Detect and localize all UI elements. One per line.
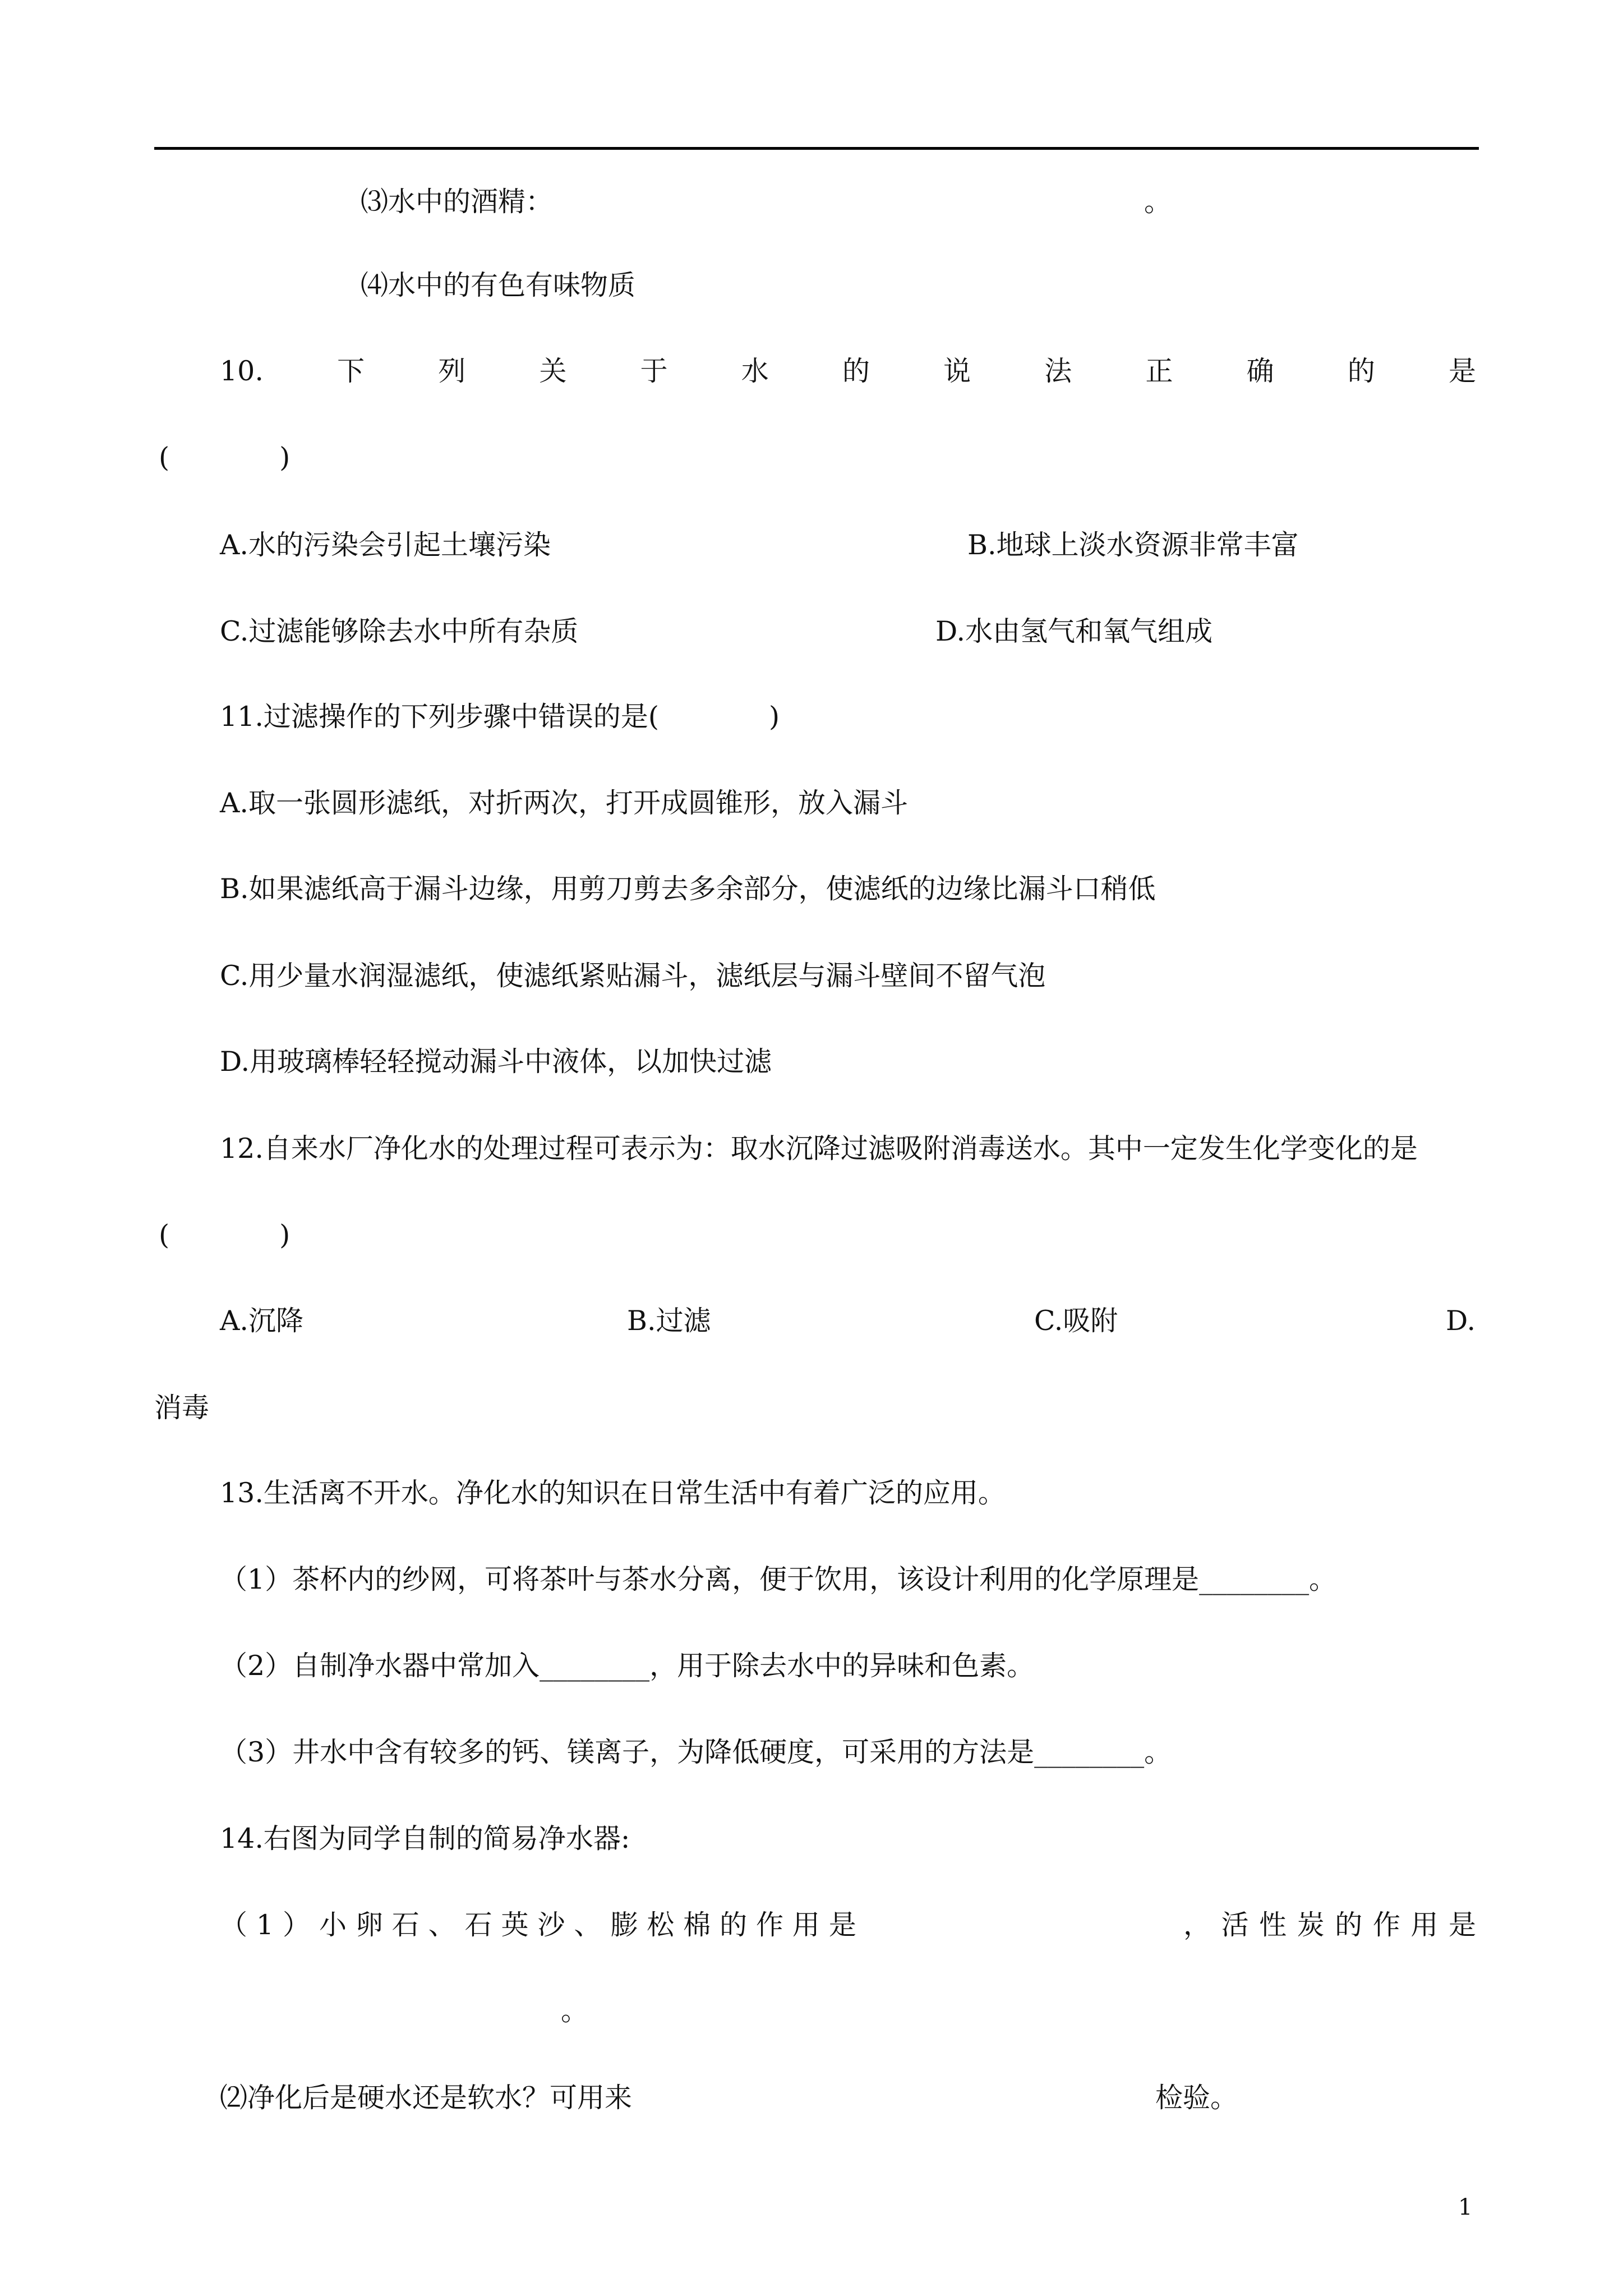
q14-sub1-comma-char: 是 xyxy=(1448,1909,1476,1941)
q14-sub1-end: 。 xyxy=(561,1995,589,2027)
q10-stem-char: 的 xyxy=(842,355,870,387)
q12-option-a: A.沉降 xyxy=(220,1305,303,1337)
q14-sub1-char: 棉 xyxy=(683,1909,711,1941)
q12-paren: ( ) xyxy=(159,1219,291,1251)
q10-option-c: C.过滤能够除去水中所有杂质 xyxy=(220,615,579,647)
q10-paren: ( ) xyxy=(159,441,291,473)
q14-sub1-char: 松 xyxy=(647,1909,675,1941)
q10-stem-char: 确 xyxy=(1246,355,1274,387)
q14-sub1-char: 石 xyxy=(391,1909,419,1941)
q14-sub1-char: 、 xyxy=(574,1909,602,1941)
q14-sub1-char: 的 xyxy=(720,1909,748,1941)
q9-item4-label: ⑷水中的有色有味物质 xyxy=(361,269,636,301)
q14-sub1-comma-char: 用 xyxy=(1410,1909,1438,1941)
q10-option-b: B.地球上淡水资源非常丰富 xyxy=(967,529,1299,561)
q14-sub1-comma-char: 活 xyxy=(1221,1909,1249,1941)
q10-stem-char: 10. xyxy=(220,355,264,387)
q11-stem: 11.过滤操作的下列步骤中错误的是( ) xyxy=(220,701,780,733)
q12-option-c: C.吸附 xyxy=(1034,1305,1118,1337)
q14-sub1-comma-char: 炭 xyxy=(1297,1909,1325,1941)
q14-sub1-char: 沙 xyxy=(537,1909,565,1941)
q14-sub1-char: 石 xyxy=(464,1909,492,1941)
q10-stem-char: 于 xyxy=(640,355,668,387)
q12-option-d-head: D. xyxy=(1446,1305,1476,1337)
q13-stem: 13.生活离不开水。净化水的知识在日常生活中有着广泛的应用。 xyxy=(220,1477,1006,1509)
q9-item3-end: 。 xyxy=(1144,186,1172,218)
q10-option-a: A.水的污染会引起土壤污染 xyxy=(220,529,551,561)
q10-stem-char: 是 xyxy=(1448,355,1476,387)
q14-sub1-char: 1 xyxy=(256,1909,274,1941)
q13-sub3: （3）井水中含有较多的钙、镁离子，为降低硬度，可采用的方法是________。 xyxy=(220,1736,1172,1768)
q14-stem: 14.右图为同学自制的简易净水器: xyxy=(220,1823,630,1855)
q14-sub1-comma-char: 的 xyxy=(1335,1909,1363,1941)
q14-sub1-char: 英 xyxy=(501,1909,529,1941)
q14-sub1-char: 小 xyxy=(319,1909,347,1941)
q10-stem-char: 的 xyxy=(1347,355,1375,387)
q9-item3-label: ⑶水中的酒精： xyxy=(361,186,554,218)
q14-sub1-char: 用 xyxy=(792,1909,820,1941)
q10-stem-char: 正 xyxy=(1145,355,1173,387)
q14-sub2-label: ⑵净化后是硬水还是软水？可用来 xyxy=(220,2082,633,2114)
q10-stem-char: 说 xyxy=(943,355,971,387)
q10-option-d: D.水由氢气和氧气组成 xyxy=(935,615,1213,647)
header-rule xyxy=(154,147,1479,150)
q10-stem-char: 法 xyxy=(1044,355,1072,387)
q13-sub1: （1）茶杯内的纱网，可将茶叶与茶水分离，便于饮用，该设计利用的化学原理是________。 xyxy=(220,1563,1337,1595)
q14-sub1-comma-char: ， xyxy=(1183,1909,1211,1941)
q12-option-d-tail: 消毒 xyxy=(154,1392,210,1424)
q13-sub2: （2）自制净水器中常加入________，用于除去水中的异味和色素。 xyxy=(220,1650,1035,1682)
q11-option-c: C.用少量水润湿滤纸，使滤纸紧贴漏斗，滤纸层与漏斗壁间不留气泡 xyxy=(220,960,1046,992)
q11-option-d: D.用玻璃棒轻轻搅动漏斗中液体，以加快过滤 xyxy=(220,1046,772,1078)
q14-sub1-char: 卵 xyxy=(355,1909,383,1941)
q14-sub1-comma-char: 性 xyxy=(1259,1909,1287,1941)
q14-sub2-end: 检验。 xyxy=(1155,2082,1238,2114)
q12-stem: 12.自来水厂净化水的处理过程可表示为：取水沉降过滤吸附消毒送水。其中一定发生化学变化的是 xyxy=(220,1133,1418,1165)
q14-sub1-right xyxy=(1183,1907,1476,1943)
q10-stem-char: 列 xyxy=(438,355,466,387)
q12-option-b: B.过滤 xyxy=(627,1305,711,1337)
q14-sub1-char: 是 xyxy=(828,1909,856,1941)
q10-stem xyxy=(220,353,1476,389)
q14-sub1-left xyxy=(220,1907,856,1943)
page-number: 1 xyxy=(1458,2194,1473,2220)
q10-stem-char: 水 xyxy=(741,355,769,387)
q14-sub1-char: ） xyxy=(283,1909,311,1941)
q14-sub1-comma-char: 作 xyxy=(1372,1909,1400,1941)
q11-option-b: B.如果滤纸高于漏斗边缘，用剪刀剪去多余部分，使滤纸的边缘比漏斗口稍低 xyxy=(220,873,1156,905)
q14-sub1-char: （ xyxy=(220,1909,248,1941)
q10-stem-char: 关 xyxy=(539,355,567,387)
q14-sub1-char: 膨 xyxy=(610,1909,638,1941)
q11-option-a: A.取一张圆形滤纸，对折两次，打开成圆锥形，放入漏斗 xyxy=(220,787,908,819)
q10-stem-char: 下 xyxy=(337,355,365,387)
q14-sub1-char: 作 xyxy=(756,1909,784,1941)
q14-sub1-char: 、 xyxy=(428,1909,456,1941)
